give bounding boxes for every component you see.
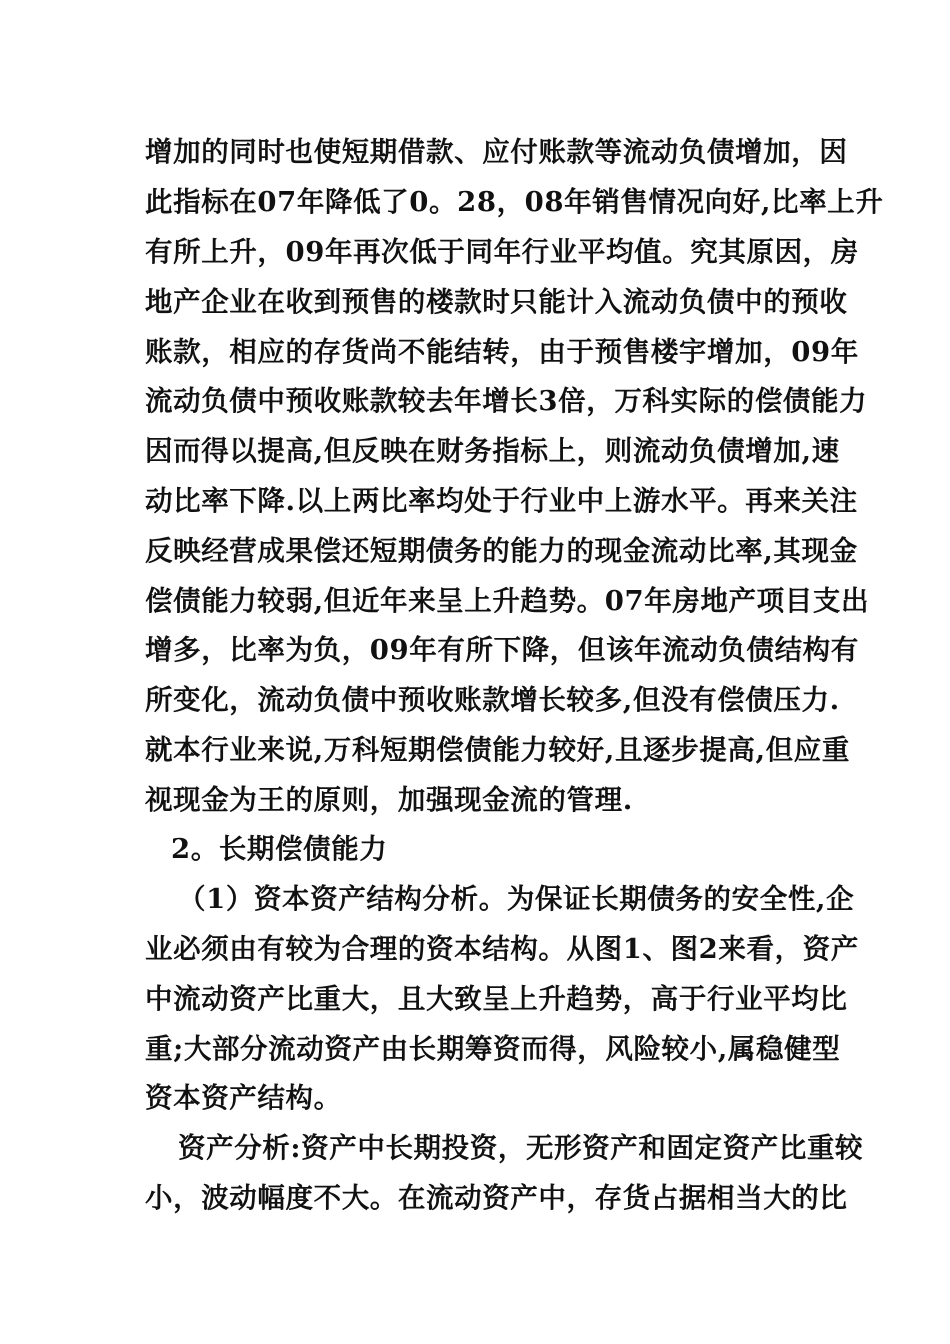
text-line: 所变化，流动负债中预收账款增长较多,但没有偿债压力.: [145, 684, 840, 716]
text-line: 此指标在07年降低了0。28，08年销售情况向好,比率上升: [145, 186, 884, 218]
text-line: 小，波动幅度不大。在流动资产中，存货占据相当大的比: [145, 1182, 848, 1214]
text-line: 流动负债中预收账款较去年增长3倍，万科实际的偿债能力: [145, 385, 868, 417]
text-line: 重;大部分流动资产由长期筹资而得，风险较小,属稳健型: [145, 1033, 841, 1065]
text-line: 账款，相应的存货尚不能结转，由于预售楼宇增加，09年: [145, 336, 859, 368]
text-line: 资产分析:资产中长期投资，无形资产和固定资产比重较: [178, 1132, 864, 1164]
text-line: 反映经营成果偿还短期债务的能力的现金流动比率,其现金: [145, 535, 858, 567]
section-heading: 2。长期偿债能力: [171, 833, 388, 865]
text-line: 资本资产结构。: [145, 1082, 342, 1114]
text-line: 地产企业在收到预售的楼款时只能计入流动负债中的预收: [145, 286, 848, 318]
text-line: 因而得以提高,但反映在财务指标上，则流动负债增加,速: [145, 435, 840, 467]
text-line: 动比率下降.以上两比率均处于行业中上游水平。再来关注: [145, 485, 858, 517]
text-line: （1）资本资产结构分析。为保证长期债务的安全性,企: [178, 883, 855, 915]
text-line: 业必须由有较为合理的资本结构。从图1、图2来看，资产: [145, 933, 859, 965]
text-line: 就本行业来说,万科短期偿债能力较好,且逐步提高,但应重: [145, 734, 850, 766]
text-line: 视现金为王的原则，加强现金流的管理.: [145, 784, 633, 816]
text-line: 中流动资产比重大，且大致呈上升趋势，高于行业平均比: [145, 983, 848, 1015]
text-line: 增加的同时也使短期借款、应付账款等流动负债增加，因: [145, 136, 848, 168]
text-line: 偿债能力较弱,但近年来呈上升趋势。07年房地产项目支出: [145, 585, 870, 617]
text-line: 有所上升，09年再次低于同年行业平均值。究其原因，房: [145, 236, 859, 268]
text-line: 增多，比率为负，09年有所下降，但该年流动负债结构有: [145, 634, 859, 666]
